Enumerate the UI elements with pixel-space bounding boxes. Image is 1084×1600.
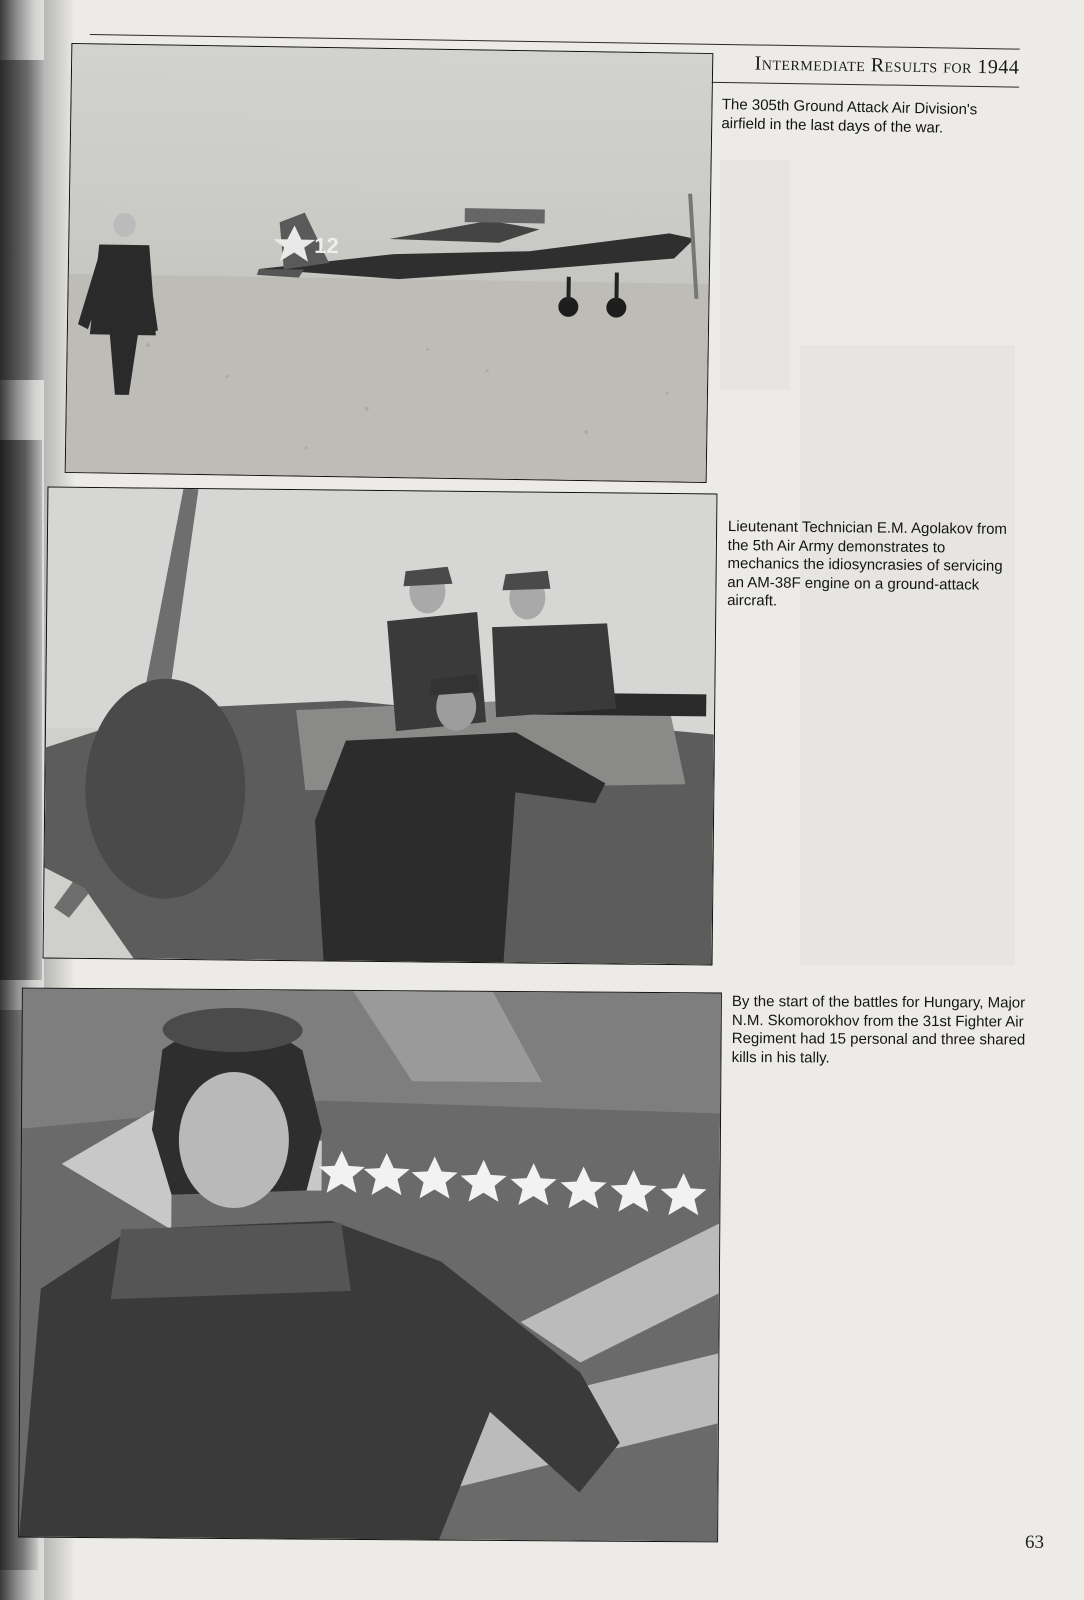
- airfield-photo-image: [66, 44, 713, 482]
- adjacent-photo-strip: [0, 60, 46, 380]
- header-underline: [659, 81, 1019, 88]
- show-through-shadow: [720, 160, 790, 390]
- mechanics-photo-image: [44, 488, 717, 965]
- page-number: 63: [1025, 1532, 1044, 1553]
- photo-mechanics: [43, 487, 718, 966]
- pilot-photo-image: [19, 989, 721, 1542]
- pilot-face: [178, 1072, 289, 1209]
- caption-airfield: The 305th Ground Attack Air Division's airfield in the last days of the war.: [721, 96, 978, 137]
- adjacent-photo-strip: [0, 440, 42, 980]
- photo-airfield: [65, 43, 714, 483]
- running-title: Intermediate Results for 1944: [754, 52, 1020, 79]
- caption-pilot: By the start of the battles for Hungary, Major N.M. Skomorokhov from the 31st Fighter Air Regiment had 15 personal and three shared kills in his tally.: [731, 993, 1026, 1067]
- aircraft-number: 12: [314, 232, 339, 259]
- caption-mechanics: Lieutenant Technician E.M. Agolakov from the 5th Air Army demonstrates to mechanics the idiosyncrasies of servicing an AM-38F engine on a ground-attack aircraft.: [727, 518, 1008, 610]
- show-through-shadow: [800, 345, 1015, 965]
- photo-pilot: [18, 988, 722, 1543]
